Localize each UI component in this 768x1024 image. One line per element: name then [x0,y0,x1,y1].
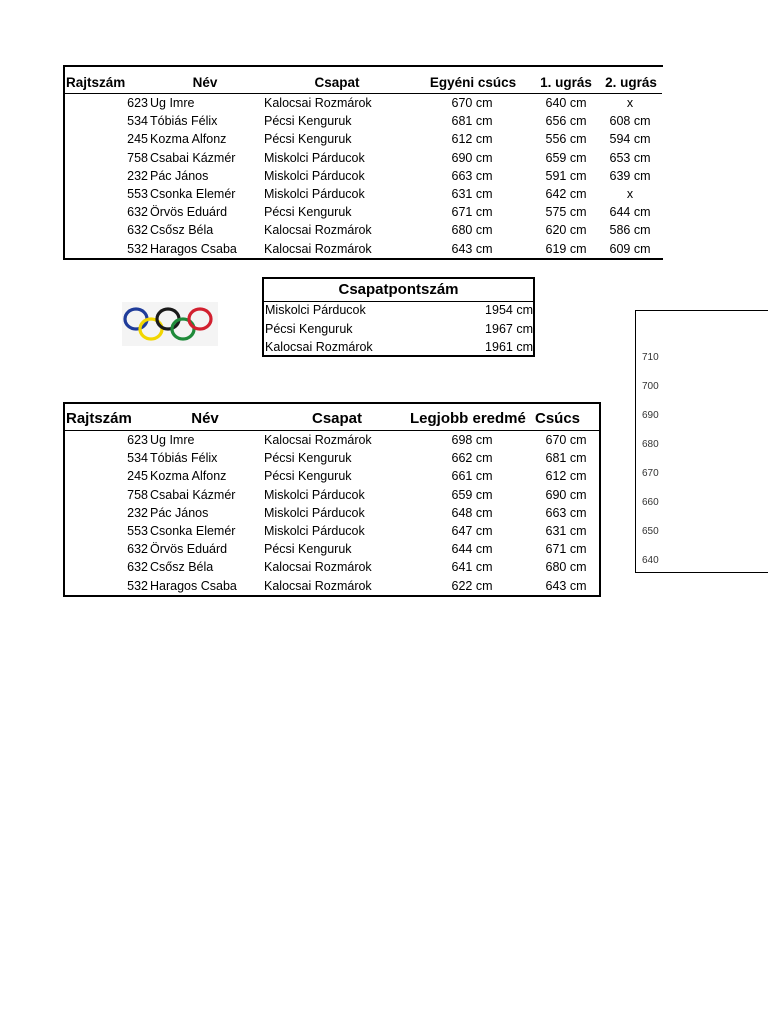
header-1-ugras: 1. ugrás [540,75,592,90]
header-csapat: Csapat [314,75,360,90]
cell-egyeni-csucs: 680 cm [451,223,493,238]
cell-nev: Örvös Eduárd [150,205,228,220]
cell-nev: Csősz Béla [150,223,214,238]
header-rajtszam: Rajtszám [66,410,132,427]
cell-1-ugras: 656 cm [545,114,587,129]
y-tick-label: 650 [642,526,659,537]
cell-1-ugras: 659 cm [545,150,587,165]
cell-legjobb-eredmeny: 662 cm [451,451,493,466]
cell-csucs: 631 cm [545,524,587,538]
cell-csucs: 663 cm [545,505,587,520]
ring-black [157,309,179,329]
cell-nev: Kozma Alfonz [150,132,227,147]
cell-rajtszam: 534 [127,451,148,466]
cell-legjobb-eredmeny: 647 cm [451,524,493,538]
cell-nev: Ug Imre [150,96,195,110]
team-score: 1961 cm [485,340,533,355]
cell-legjobb-eredmeny: 698 cm [451,433,493,447]
cell-legjobb-eredmeny: 648 cm [451,505,493,520]
cell-rajtszam: 623 [127,433,148,447]
team-score: 1967 cm [485,321,533,336]
cell-rajtszam: 232 [127,505,148,520]
cell-nev: Ug Imre [150,433,195,447]
cell-nev: Pác János [150,168,209,183]
team-name: Kalocsai Rozmárok [265,340,373,355]
cell-rajtszam: 245 [127,132,148,147]
cell-rajtszam: 632 [127,205,148,220]
cell-2-ugras: x [626,96,634,110]
cell-rajtszam: 532 [127,241,148,256]
cell-1-ugras: 556 cm [545,132,587,147]
cell-nev: Csabai Kázmér [150,487,236,502]
cell-csapat: Pécsi Kenguruk [264,205,352,220]
cell-egyeni-csucs: 681 cm [451,114,493,129]
cell-legjobb-eredmeny: 659 cm [451,487,493,502]
y-tick-label: 710 [642,352,659,363]
y-tick-label: 640 [642,555,659,566]
cell-csapat: Pécsi Kenguruk [264,114,352,129]
cell-egyeni-csucs: 690 cm [451,150,493,165]
cell-csapat: Miskolci Párducok [264,487,365,502]
cell-rajtszam: 758 [127,487,148,502]
cell-rajtszam: 632 [127,542,148,557]
cell-egyeni-csucs: 612 cm [451,132,493,147]
team-name: Miskolci Párducok [265,303,366,317]
cell-rajtszam: 632 [127,223,148,238]
cell-legjobb-eredmeny: 622 cm [451,578,493,593]
cell-rajtszam: 245 [127,469,148,484]
chart-frame-bottom [635,572,768,573]
cell-1-ugras: 575 cm [545,205,587,220]
cell-csapat: Kalocsai Rozmárok [264,96,372,110]
cell-1-ugras: 640 cm [545,96,587,110]
header-egyeni-csucs: Egyéni csúcs [429,75,517,90]
cell-csapat: Pécsi Kenguruk [264,542,352,557]
header-nev: Név [191,410,219,427]
cell-2-ugras: x [626,187,634,201]
cell-legjobb-eredmeny: 644 cm [451,542,493,557]
cell-2-ugras: 594 cm [609,132,651,147]
cell-csapat: Miskolci Párducok [264,505,365,520]
header-nev: Név [192,75,218,90]
cell-csucs: 670 cm [545,433,587,447]
cell-rajtszam: 534 [127,114,148,129]
cell-csucs: 680 cm [545,560,587,575]
team-score: 1954 cm [485,303,533,317]
cell-csucs: 681 cm [545,451,587,466]
cell-rajtszam: 632 [127,560,148,575]
cell-rajtszam: 532 [127,578,148,593]
cell-egyeni-csucs: 670 cm [451,96,493,110]
header-csucs: Csúcs [535,410,581,427]
cell-nev: Tóbiás Félix [150,451,218,466]
y-tick-label: 670 [642,468,659,479]
cell-csapat: Pécsi Kenguruk [264,451,352,466]
header-rajtszam: Rajtszám [66,75,126,90]
chart-frame-left [635,310,636,572]
cell-csapat: Kalocsai Rozmárok [264,241,372,256]
header-legjobb-eredmeny: Legjobb eredmé [410,410,526,427]
cell-csapat: Miskolci Párducok [264,168,365,183]
cell-csapat: Miskolci Párducok [264,524,365,538]
cell-1-ugras: 591 cm [545,168,587,183]
cell-rajtszam: 623 [127,96,148,110]
cell-nev: Örvös Eduárd [150,542,228,557]
cell-nev: Csabai Kázmér [150,150,236,165]
team-score-title: Csapatpontszám [338,281,459,298]
cell-csapat: Miskolci Párducok [264,150,365,165]
cell-csapat: Kalocsai Rozmárok [264,560,372,575]
header-2-ugras: 2. ugrás [605,75,657,90]
cell-egyeni-csucs: 643 cm [451,241,493,256]
cell-nev: Kozma Alfonz [150,469,227,484]
cell-rajtszam: 232 [127,168,148,183]
cell-2-ugras: 608 cm [609,114,651,129]
cell-rajtszam: 758 [127,150,148,165]
cell-1-ugras: 620 cm [545,223,587,238]
cell-egyeni-csucs: 671 cm [451,205,493,220]
cell-2-ugras: 653 cm [609,150,651,165]
cell-egyeni-csucs: 631 cm [451,187,493,201]
y-tick-label: 660 [642,497,659,508]
cell-csucs: 643 cm [545,578,587,593]
cell-egyeni-csucs: 663 cm [451,168,493,183]
cell-nev: Pác János [150,505,209,520]
cell-2-ugras: 609 cm [609,241,651,256]
cell-nev: Csonka Elemér [150,187,236,201]
cell-nev: Tóbiás Félix [150,114,218,129]
cell-csapat: Pécsi Kenguruk [264,469,352,484]
cell-1-ugras: 642 cm [545,187,587,201]
ring-blue [125,309,147,329]
cell-nev: Csősz Béla [150,560,214,575]
cell-nev: Csonka Elemér [150,524,236,538]
cell-rajtszam: 553 [127,524,148,538]
chart-frame-top [635,310,768,311]
cell-nev: Haragos Csaba [150,578,237,593]
cell-legjobb-eredmeny: 641 cm [451,560,493,575]
cell-legjobb-eredmeny: 661 cm [451,469,493,484]
team-name: Pécsi Kenguruk [265,321,353,336]
y-tick-label: 700 [642,381,659,392]
cell-csapat: Miskolci Párducok [264,187,365,201]
cell-2-ugras: 639 cm [609,168,651,183]
y-tick-label: 690 [642,410,659,421]
header-csapat: Csapat [311,410,363,427]
cell-1-ugras: 619 cm [545,241,587,256]
cell-2-ugras: 586 cm [609,223,651,238]
cell-csucs: 612 cm [545,469,587,484]
cell-rajtszam: 553 [127,187,148,201]
cell-csapat: Kalocsai Rozmárok [264,223,372,238]
cell-csucs: 690 cm [545,487,587,502]
cell-2-ugras: 644 cm [609,205,651,220]
cell-csucs: 671 cm [545,542,587,557]
cell-csapat: Kalocsai Rozmárok [264,578,372,593]
olympic-rings-logo [122,302,218,346]
cell-csapat: Pécsi Kenguruk [264,132,352,147]
cell-csapat: Kalocsai Rozmárok [264,433,372,447]
y-tick-label: 680 [642,439,659,450]
cell-nev: Haragos Csaba [150,241,237,256]
ring-red [189,309,211,329]
